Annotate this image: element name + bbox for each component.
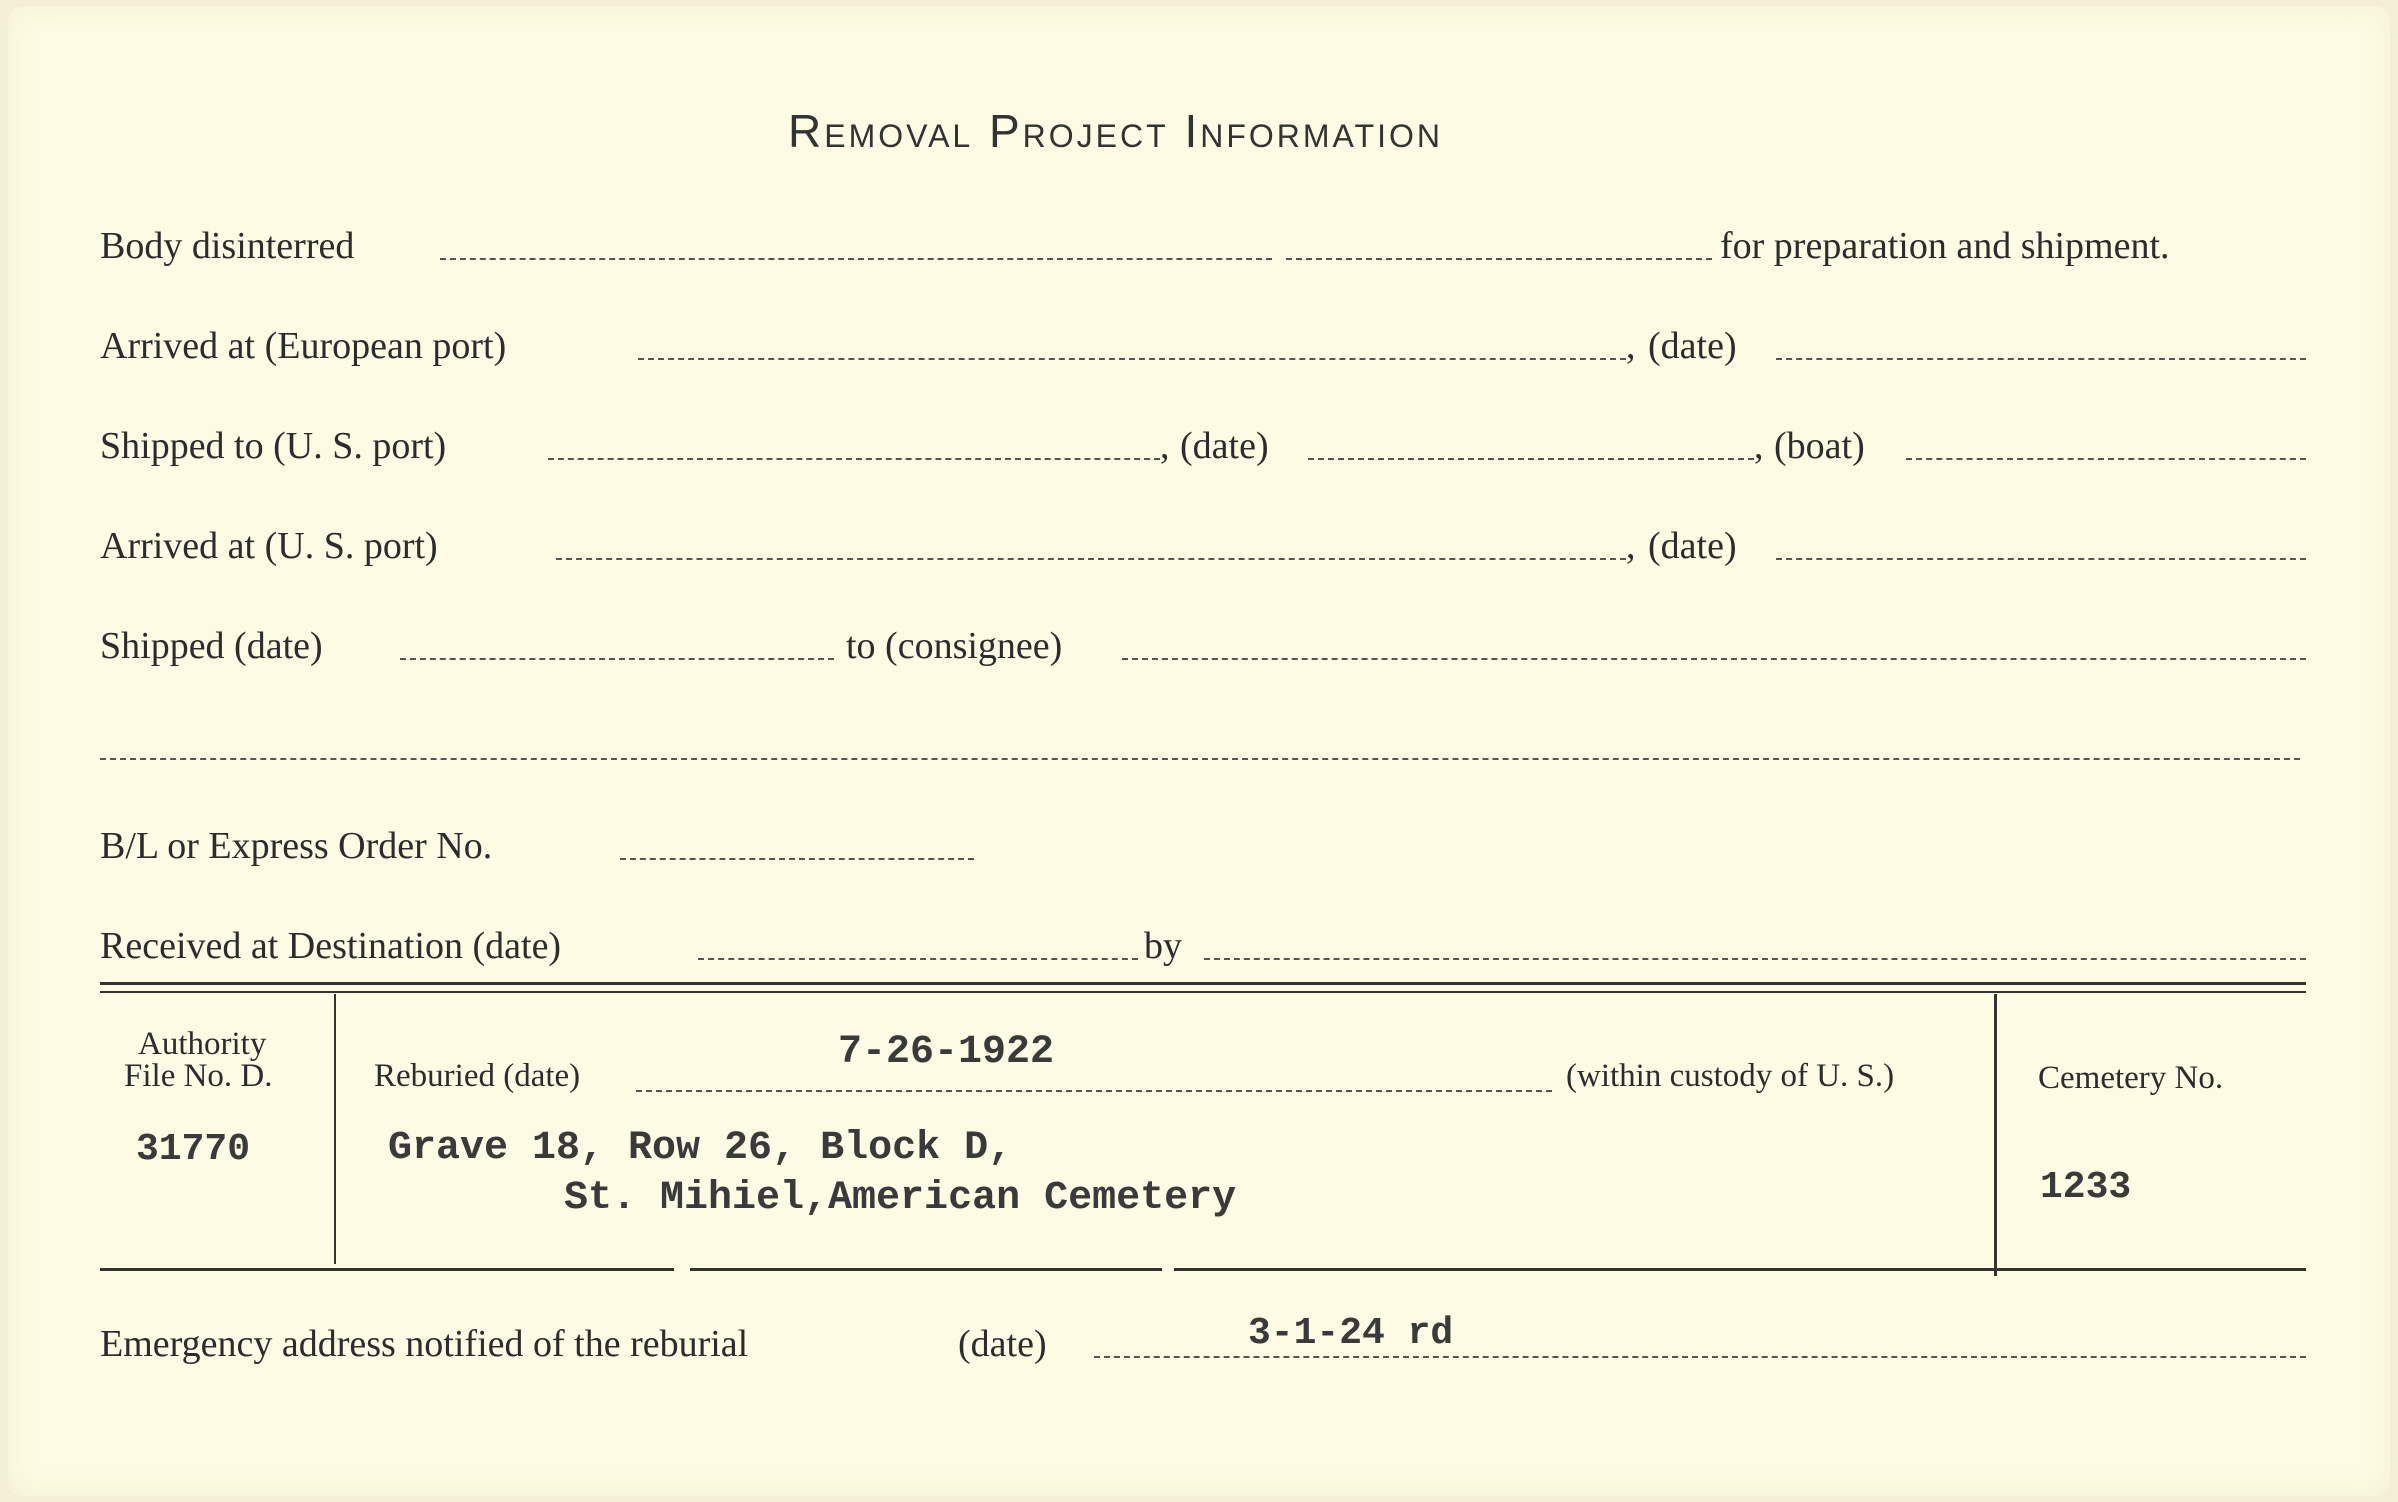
shipped-date-label: Shipped (date): [100, 625, 323, 667]
bl-order-label: B/L or Express Order No.: [100, 825, 493, 867]
authority-label-1: Authority: [138, 1026, 267, 1062]
shipped-us-port-date-label: (date): [1180, 425, 1269, 467]
consignee-continuation-line: [100, 758, 2300, 760]
for-preparation-label: for preparation and shipment.: [1720, 225, 2170, 267]
emergency-label: Emergency address notified of the reburial: [100, 1323, 749, 1365]
record-card: [8, 6, 2390, 1496]
shipped-us-port-label: Shipped to (U. S. port): [100, 425, 447, 467]
shipped-date-line: [400, 658, 834, 660]
received-destination-label: Received at Destination (date): [100, 925, 562, 967]
arrived-us-port-label: Arrived at (U. S. port): [100, 525, 438, 567]
consignee-line: [1122, 658, 2306, 660]
arrived-us-port-line: [556, 558, 1626, 560]
authority-label-2: File No. D.: [124, 1058, 273, 1094]
cemetery-no-label: Cemetery No.: [2038, 1060, 2224, 1096]
box-bottom-rule-2: [690, 1268, 1162, 1271]
emergency-date-label: (date): [958, 1323, 1047, 1365]
body-disinterred-line: [440, 258, 1272, 260]
shipped-us-port-comma: ,: [1160, 425, 1170, 467]
arrived-european-label: Arrived at (European port): [100, 325, 507, 367]
emergency-date-line: [1094, 1356, 2306, 1358]
body-disinterred-label: Body disinterred: [100, 225, 355, 267]
form-title: Removal Project Information: [788, 105, 1443, 157]
by-label: by: [1144, 925, 1182, 967]
arrived-european-date-label: (date): [1648, 325, 1737, 367]
by-line: [1204, 958, 2306, 960]
shipped-us-port-comma-2: ,: [1754, 425, 1764, 467]
authority-file-value: 31770: [136, 1128, 251, 1171]
arrived-us-port-comma: ,: [1626, 525, 1636, 567]
reburied-label: Reburied (date): [374, 1058, 581, 1094]
box-top-rule-1: [100, 982, 2306, 985]
box-divider-left: [334, 994, 336, 1264]
box-divider-right: [1994, 994, 1997, 1276]
arrived-european-comma: ,: [1626, 325, 1636, 367]
bl-order-line: [620, 858, 974, 860]
boat-label: (boat): [1774, 425, 1865, 467]
box-top-rule-2: [100, 991, 2306, 993]
boat-line: [1906, 458, 2306, 460]
received-destination-line: [698, 958, 1138, 960]
arrived-european-date-line: [1776, 358, 2306, 360]
cemetery-no-value: 1233: [2040, 1166, 2132, 1209]
grave-location-line-1: Grave 18, Row 26, Block D,: [388, 1126, 1013, 1171]
reburied-date-value: 7-26-1922: [838, 1030, 1055, 1075]
arrived-us-port-date-line: [1776, 558, 2306, 560]
reburied-date-line: [636, 1090, 1552, 1092]
box-bottom-rule-1: [100, 1268, 674, 1271]
body-disinterred-line-2: [1286, 258, 1712, 260]
emergency-date-value: 3-1-24 rd: [1248, 1312, 1454, 1355]
shipped-us-port-date-line: [1308, 458, 1754, 460]
arrived-european-line: [638, 358, 1626, 360]
grave-location-line-2: St. Mihiel,American Cemetery: [564, 1176, 1237, 1221]
arrived-us-port-date-label: (date): [1648, 525, 1737, 567]
within-custody-label: (within custody of U. S.): [1566, 1058, 1895, 1094]
shipped-us-port-line: [548, 458, 1160, 460]
box-bottom-rule-3: [1174, 1268, 2306, 1271]
to-consignee-label: to (consignee): [846, 625, 1063, 667]
